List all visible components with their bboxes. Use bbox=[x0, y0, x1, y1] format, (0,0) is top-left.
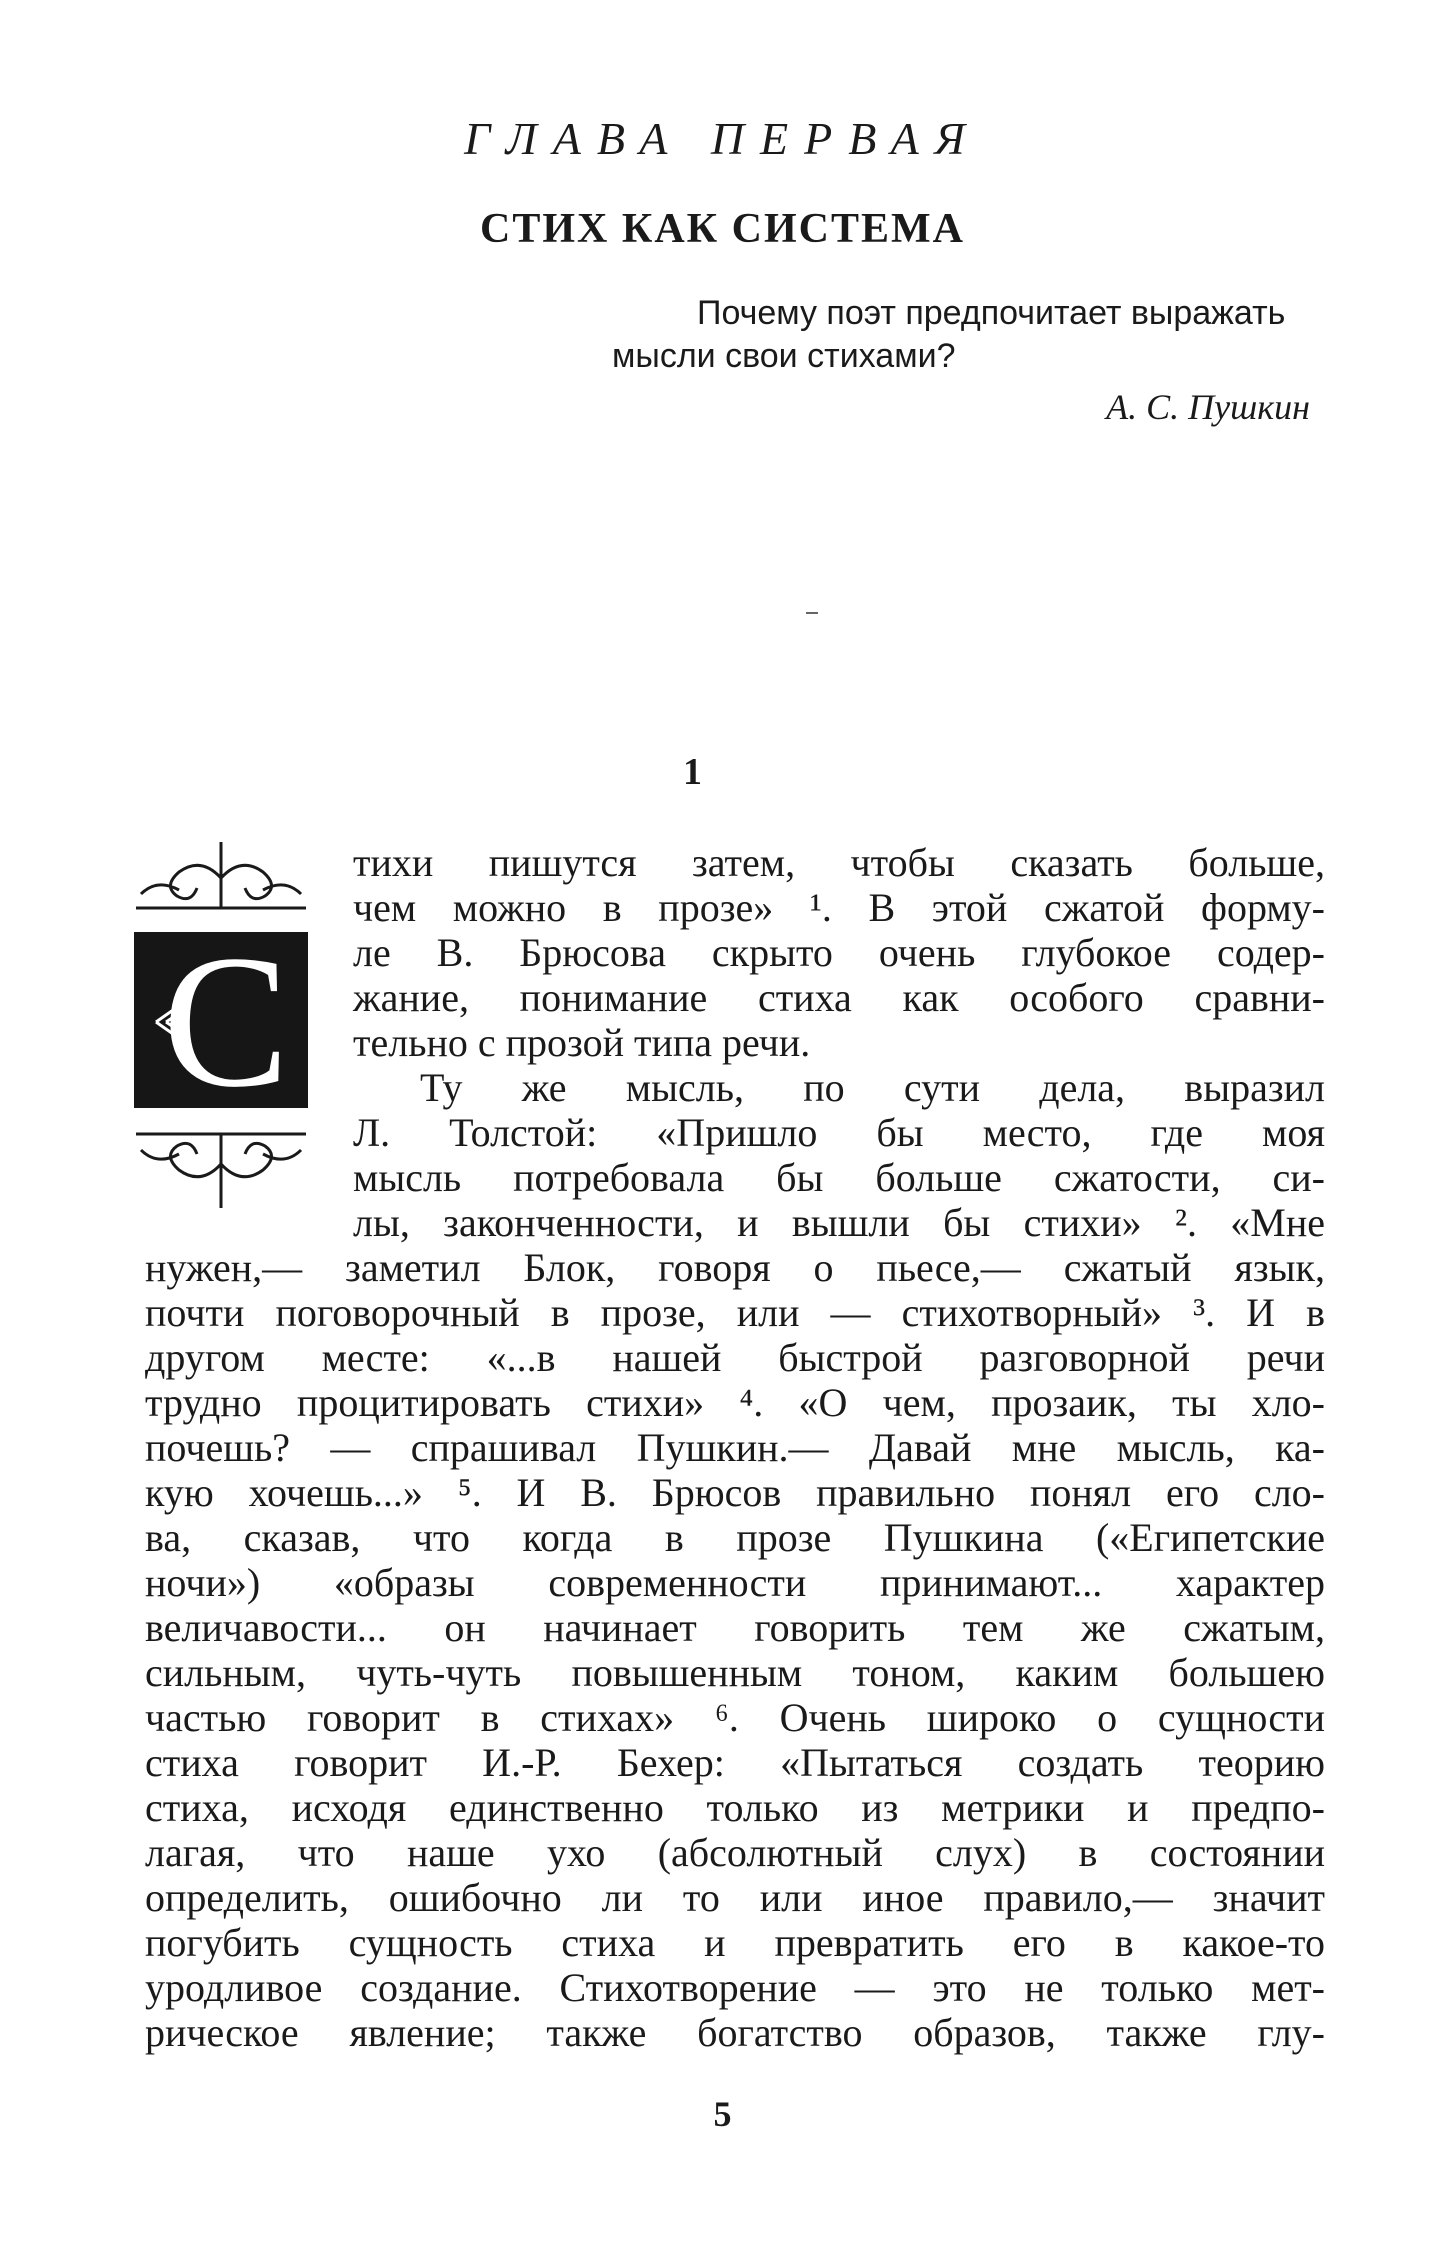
text-line: нужен,— заметил Блок, говоря о пьесе,— сжатый язык, bbox=[145, 1245, 1325, 1290]
epigraph-line: Почему поэт предпочитает выражать bbox=[697, 294, 1286, 332]
text-line: кую хочешь...» ⁵. И В. Брюсов правильно понял его сло- bbox=[145, 1470, 1325, 1515]
text-line: тельно с прозой типа речи. bbox=[353, 1020, 811, 1065]
chapter-title: СТИХ КАК СИСТЕМА bbox=[480, 206, 965, 252]
epigraph-author: А. С. Пушкин bbox=[1106, 387, 1310, 427]
text-line: погубить сущность стиха и превратить его в какое-то bbox=[145, 1920, 1325, 1965]
text-line: сильным, чуть-чуть повышенным тоном, каким большею bbox=[145, 1650, 1325, 1695]
page-number: 5 bbox=[713, 2094, 732, 2134]
text-line: Л. Толстой: «Пришло бы место, где моя bbox=[353, 1110, 1325, 1155]
text-line: чем можно в прозе» ¹. В этой сжатой форму- bbox=[353, 885, 1325, 930]
text-line: тихи пишутся затем, чтобы сказать больше, bbox=[353, 840, 1325, 885]
drop-cap-letter: С bbox=[162, 917, 290, 1127]
text-line: величавости... он начинает говорить тем же сжатым, bbox=[145, 1605, 1325, 1650]
text-line: частью говорит в стихах» ⁶. Очень широко о сущности bbox=[145, 1695, 1325, 1740]
text-line: почешь? — спрашивал Пушкин.— Давай мне мысль, ка- bbox=[145, 1425, 1325, 1470]
text-line: лагая, что наше ухо (абсолютный слух) в состоянии bbox=[145, 1830, 1325, 1875]
text-line: мысль потребовала бы больше сжатости, си- bbox=[353, 1155, 1325, 1200]
text-line: Ту же мысль, по сути дела, выразил bbox=[420, 1065, 1325, 1110]
text-line: трудно процитировать стихи» ⁴. «О чем, прозаик, ты хло- bbox=[145, 1380, 1325, 1425]
text-line: стиха, исходя единственно только из метрики и предпо- bbox=[145, 1785, 1325, 1830]
section-number: 1 bbox=[683, 751, 702, 793]
text-line: уродливое создание. Стихотворение — это не только мет- bbox=[145, 1965, 1325, 2010]
text-line: почти поговорочный в прозе, или — стихотворный» ³. И в bbox=[145, 1290, 1325, 1335]
text-line: лы, законченности, и вышли бы стихи» ². «Мне bbox=[353, 1200, 1325, 1245]
text-line: ле В. Брюсова скрыто очень глубокое содер- bbox=[353, 930, 1325, 975]
text-line: ночи») «образы современности принимают... характер bbox=[145, 1560, 1325, 1605]
text-line: стиха говорит И.-Р. Бехер: «Пытаться создать теорию bbox=[145, 1740, 1325, 1785]
text-line: ва, сказав, что когда в прозе Пушкина («Египетские bbox=[145, 1515, 1325, 1560]
text-line: рическое явление; также богатство образов, также глу- bbox=[145, 2010, 1325, 2055]
text-line: другом месте: «...в нашей быстрой разговорной речи bbox=[145, 1335, 1325, 1380]
chapter-heading: ГЛАВА ПЕРВАЯ bbox=[464, 113, 981, 164]
epigraph-line: мысли свои стихами? bbox=[612, 337, 956, 375]
text-line: определить, ошибочно ли то или иное правило,— значит bbox=[145, 1875, 1325, 1920]
text-line: жание, понимание стиха как особого сравни- bbox=[353, 975, 1325, 1020]
